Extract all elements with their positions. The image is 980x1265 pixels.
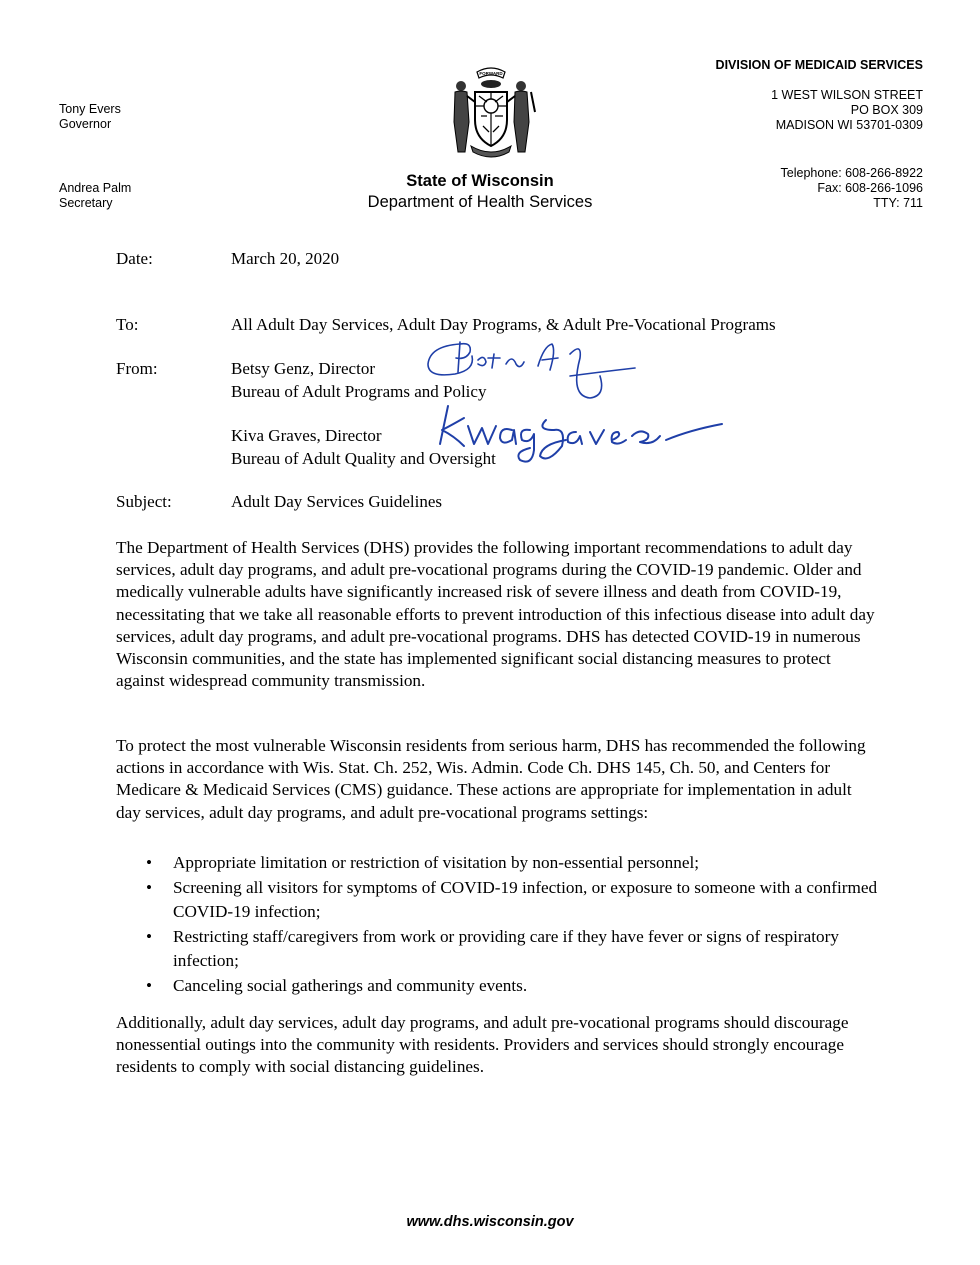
contact-block — [781, 166, 923, 211]
bullet-dot-icon: • — [146, 877, 153, 897]
recommendations-list — [146, 851, 886, 998]
from-label: From: — [116, 359, 158, 378]
state-name: State of Wisconsin — [406, 172, 554, 190]
secretary-block — [59, 181, 131, 211]
paragraph-actions: To protect the most vulnerable Wisconsin residents from serious harm, DHS has recommended the following actions in accordance with Wis. Stat. Ch. 252, Wis. Admin. Code Ch. DHS 145, Ch. 50, and Centers for Medicare & Medicaid Services (CMS) guidance. These actions are appropriate for implementation in adult day services, adult day programs, and adult pre-vocational programs settings: — [116, 736, 866, 822]
to-value: All Adult Day Services, Adult Day Programs, & Adult Pre-Vocational Programs — [231, 315, 776, 334]
address-line-1: 1 WEST WILSON STREET — [771, 88, 923, 102]
address-line-2: PO BOX 309 — [850, 103, 923, 117]
from-1-name: Betsy Genz, Director — [231, 359, 375, 378]
signature-kiva-graves — [430, 400, 730, 472]
subject-value: Adult Day Services Guidelines — [231, 492, 443, 511]
date-label: Date: — [116, 249, 153, 268]
from-2-bureau: Bureau of Adult Quality and Oversight — [231, 449, 496, 468]
list-item-text: Appropriate limitation or restriction of visitation by non-essential personnel; — [173, 853, 700, 872]
list-item — [146, 851, 886, 876]
seal-motto: FORWARD — [479, 71, 503, 76]
from-1-bureau: Bureau of Adult Programs and Policy — [231, 382, 487, 401]
list-item-text: Restricting staff/caregivers from work or providing care if they have fever or signs of respiratory infection; — [173, 926, 839, 970]
list-item-text: Screening all visitors for symptoms of COVID-19 infection, or exposure to someone with a confirmed COVID-19 infection; — [173, 877, 878, 921]
list-item-text: Canceling social gatherings and community events. — [173, 975, 528, 995]
tty: TTY: 711 — [873, 196, 923, 210]
bullet-dot-icon: • — [146, 975, 153, 995]
list-item — [146, 974, 886, 999]
date-value: March 20, 2020 — [231, 249, 340, 268]
letterhead-title — [330, 171, 630, 213]
paragraph-additional: Additionally, adult day services, adult day programs, and adult pre-vocational programs should discourage nonessential outings into the community with residents. Providers and services should strongly encourage residents to comply with social distancing guidelines. — [116, 1013, 849, 1077]
department-name: Department of Health Services — [367, 193, 593, 211]
telephone: Telephone: 608-266-8922 — [780, 166, 923, 180]
division-address-block — [716, 58, 923, 133]
governor-block — [59, 102, 121, 132]
address-line-3: MADISON WI 53701-0309 — [775, 118, 923, 132]
secretary-name: Andrea Palm — [59, 181, 132, 195]
footer-website-link[interactable]: www.dhs.wisconsin.gov — [406, 1214, 574, 1230]
paragraph-intro: The Department of Health Services (DHS) provides the following important recommendations to adult day services, adult day programs, and adult pre-vocational programs during the COVID-19 pandemic. Older and medically vulnerable adults have significantly increased risk of severe illness and death from COVID-19, necessitating that we take all reasonable efforts to prevent introduction of this infectious disease into adult day services, adult day programs, and adult pre-vocational programs. DHS has detected COVID-19 in numerous Wisconsin communities, and the state has implemented significant social distancing measures to protect against widespread community transmission. — [116, 538, 875, 691]
signature-betsy-genz — [420, 336, 650, 406]
governor-name: Tony Evers — [59, 102, 121, 116]
bullet-dot-icon: • — [146, 853, 153, 872]
list-item — [146, 876, 886, 925]
secretary-title: Secretary — [59, 196, 113, 210]
list-item — [146, 925, 886, 974]
to-label: To: — [116, 315, 139, 334]
fax: Fax: 608-266-1096 — [817, 181, 923, 195]
bullet-dot-icon: • — [146, 926, 153, 946]
subject-label: Subject: — [116, 492, 172, 511]
governor-title: Governor — [59, 117, 112, 131]
wisconsin-state-seal-icon — [443, 62, 539, 164]
from-2-name: Kiva Graves, Director — [231, 426, 382, 445]
division-name: DIVISION OF MEDICAID SERVICES — [715, 58, 923, 72]
